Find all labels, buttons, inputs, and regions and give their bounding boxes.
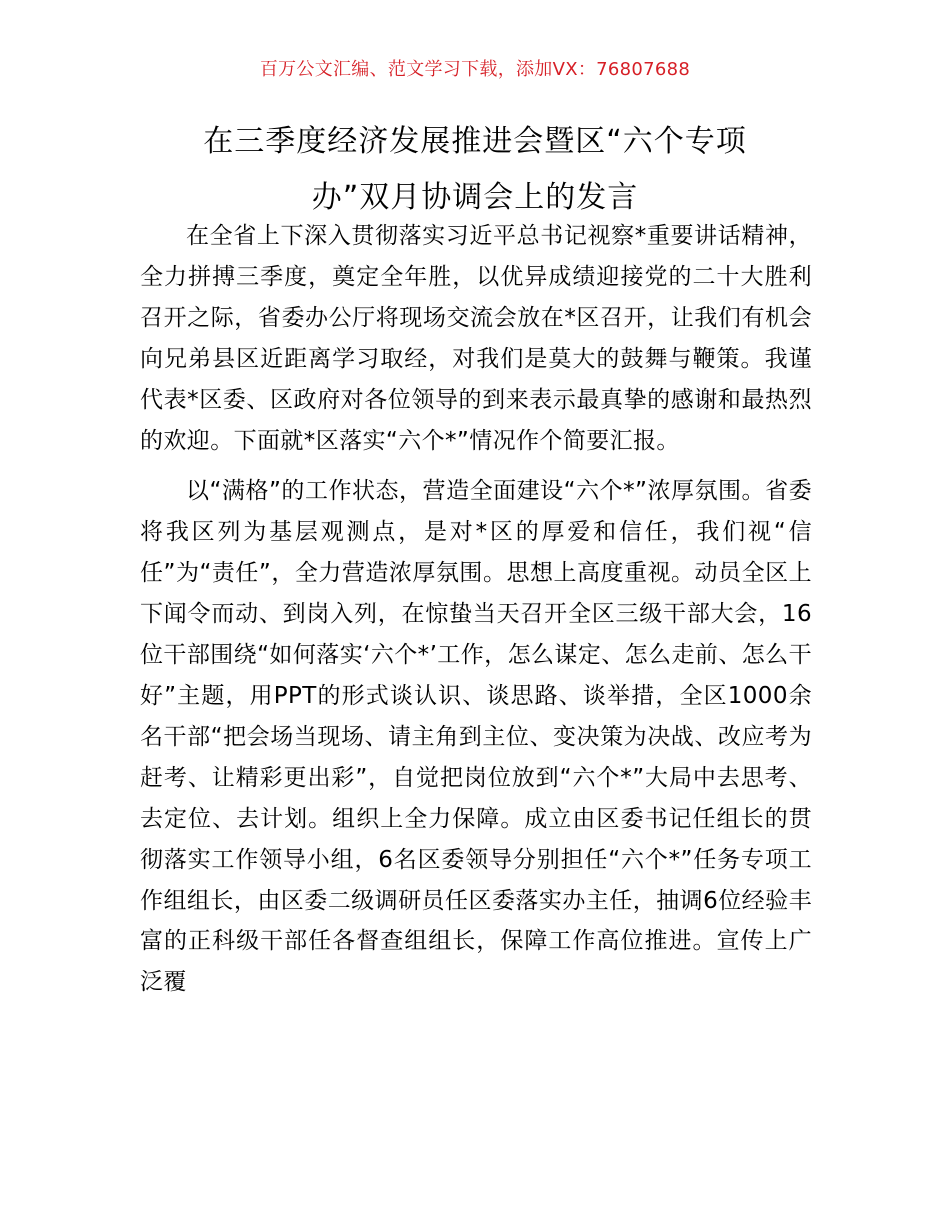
document-title	[140, 114, 810, 226]
promo-header: 百万公文汇编、范文学习下载，添加VX：76807688	[259, 59, 691, 80]
paragraph-1: 在全省上下深入贯彻落实习近平总书记视察*重要讲话精神，全力拼搏三季度，奠定全年胜，以优异成绩迎接党的二十大胜利召开之际，省委办公厅将现场交流会放在*区召开，让我们有机会向兄弟县区近距离学习取经，对我们是莫大的鼓舞与鞭策。我谨代表*区委、区政府对各位领导的到来表示最真挚的感谢和最热烈的欢迎。下面就*区落实“六个*”情况作个简要汇报。	[140, 223, 812, 454]
paragraph-2: 以“满格”的工作状态，营造全面建设“六个*”浓厚氛围。省委将我区列为基层观测点，是对*区的厚爱和信任，我们视“信任”为“责任”，全力营造浓厚氛围。思想上高度重视。动员全区上下闻令而动、到岗入列，在惊蛰当天召开全区三级干部大会，16位干部围绕“如何落实‘六个*’工作，怎么谋定、怎么走前、怎么干好”主题，用PPT的形式谈认识、谈思路、谈举措，全区1000余名干部“把会场当现场、请主角到主位、变决策为决战、改应考为赶考、让精彩更出彩”，自觉把岗位放到“六个*”大局中去思考、去定位、去计划。组织上全力保障。成立由区委书记任组长的贯彻落实工作领导小组，6名区委领导分别担任“六个*”任务专项工作组组长，由区委二级调研员任区委落实办主任，抽调6位经验丰富的正科级干部任各督查组组长，保障工作高位推进。宣传上广泛覆	[140, 478, 812, 996]
document-body	[140, 216, 812, 1003]
title-line-1: 在三季度经济发展推进会暨区“六个专项	[203, 124, 747, 159]
title-line-2: 办”双月协调会上的发言	[311, 180, 639, 215]
